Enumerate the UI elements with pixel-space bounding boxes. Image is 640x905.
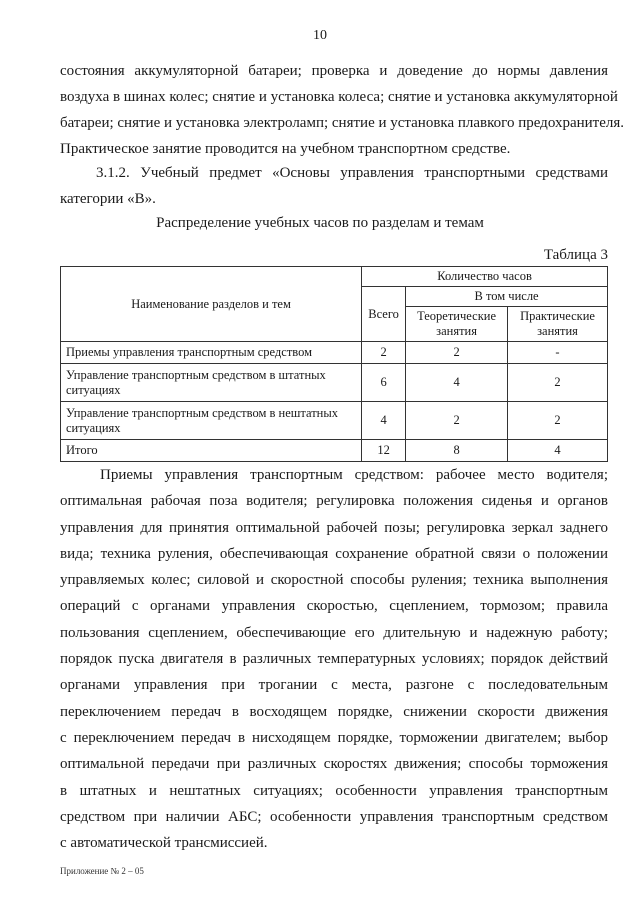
header-hours: Количество часов [362, 267, 608, 287]
row-total: 12 [362, 440, 406, 462]
text-line: категории «В». [60, 191, 156, 207]
header-theory: Теоретические занятия [406, 307, 508, 342]
section-heading-paragraph [60, 160, 608, 212]
table-row [61, 342, 608, 364]
page-number: 10 [313, 28, 327, 43]
table-row [61, 440, 608, 462]
row-theory: 8 [406, 440, 508, 462]
text-line: в штатных и нештатных ситуациях; особенности управления транспортным [60, 782, 608, 799]
table-heading: Распределение учебных часов по разделам и темам [156, 215, 484, 231]
text-line: батареи; снятие и установка электроламп; снятие и установка плавкого предохранителя. [60, 115, 625, 131]
text-line: оптимальная рабочая поза водителя; регулировка положения сиденья и органов [60, 493, 608, 510]
text-line: оптимальной передачи при различных скоростях движения; способы торможения [60, 756, 608, 773]
row-practice: - [508, 342, 608, 364]
text-line: операций с органами управления скоростью, сцеплением, тормозом; правила [60, 598, 608, 615]
text-line: 3.1.2. Учебный предмет «Основы управления транспортными средствами [96, 165, 608, 181]
row-total: 2 [362, 342, 406, 364]
header-including: В том числе [406, 287, 608, 307]
table-row [61, 402, 608, 440]
row-name: Управление транспортным средством в штатных ситуациях [61, 364, 362, 402]
header-total: Всего [362, 287, 406, 342]
text-line: вида; техника руления, обеспечивающая сохранение обратной связи о положении [60, 545, 608, 562]
text-line: переключением передач в восходящем порядке, снижении скорости движения [60, 703, 608, 720]
row-practice: 2 [508, 402, 608, 440]
row-name: Управление транспортным средством в нештатных ситуациях [61, 402, 362, 440]
body-paragraph [60, 462, 608, 856]
header-name: Наименование разделов и тем [61, 267, 362, 342]
table-label: Таблица 3 [543, 247, 608, 263]
text-line: пользования сцеплением, обеспечивающие его длительную и надежную работу; [60, 624, 608, 641]
hours-table [60, 266, 608, 462]
text-line: Приемы управления транспортным средством: рабочее место водителя; [100, 467, 608, 483]
row-practice: 4 [508, 440, 608, 462]
text-line: органами управления при трогании с места, разгоне с последовательным [60, 677, 608, 694]
text-line: средством при наличии АБС; особенности управления транспортным средством [60, 808, 608, 825]
row-practice: 2 [508, 364, 608, 402]
row-theory: 2 [406, 342, 508, 364]
row-total: 6 [362, 364, 406, 402]
footer-note: Приложение № 2 – 05 [60, 866, 144, 876]
row-total: 4 [362, 402, 406, 440]
row-name: Приемы управления транспортным средством [61, 342, 362, 364]
text-line: управления для принятия оптимальной рабочей позы; регулировка зеркал заднего [60, 519, 608, 536]
row-theory: 2 [406, 402, 508, 440]
row-theory: 4 [406, 364, 508, 402]
text-line: воздуха в шинах колес; снятие и установка колеса; снятие и установка аккумуляторной [60, 89, 618, 105]
row-name: Итого [61, 440, 362, 462]
text-line: с переключением передач в нисходящем порядке, торможении двигателем; выбор [60, 729, 608, 746]
text-line: управляемых колес; силовой и скоростной способы руления; техника выполнения [60, 572, 608, 589]
text-line: состояния аккумуляторной батареи; проверка и доведение до нормы давления [60, 63, 608, 79]
text-line: Практическое занятие проводится на учебном транспортном средстве. [60, 141, 511, 157]
text-line: с автоматической трансмиссией. [60, 835, 268, 852]
intro-paragraph [60, 58, 625, 162]
text-line: порядок пуска двигателя в различных температурных условиях; порядок действий [60, 651, 608, 668]
table-row [61, 364, 608, 402]
header-practice: Практические занятия [508, 307, 608, 342]
